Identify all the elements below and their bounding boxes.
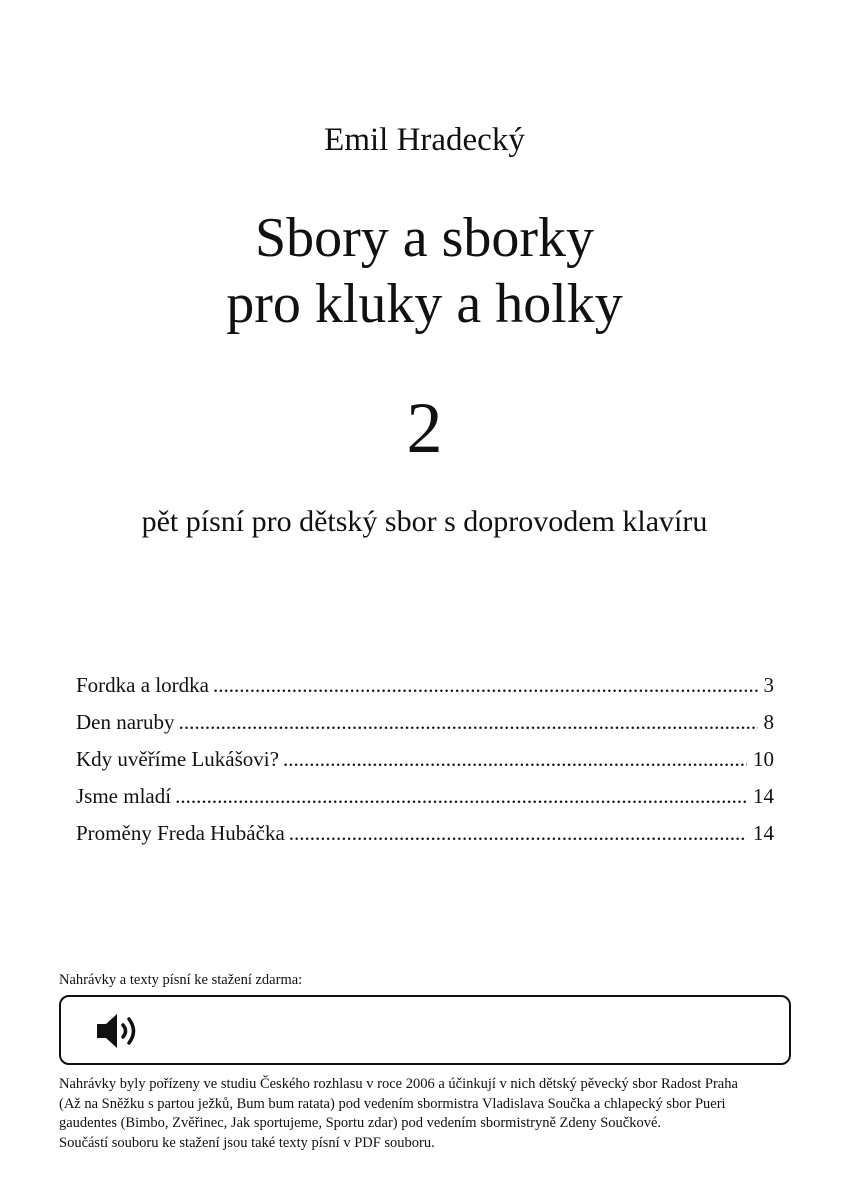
- note-line: gaudentes (Bimbo, Zvěřinec, Jak sportujeme, Sportu zdar) pod vedením sbormistryně Zdeny Součkové.: [59, 1115, 662, 1131]
- toc-entry: [76, 704, 774, 741]
- toc-leader-dots: [179, 704, 758, 741]
- toc-entry-title: Fordka a lordka: [76, 673, 209, 697]
- toc-entry: [76, 815, 774, 852]
- toc-leader-dots: [283, 741, 747, 778]
- speaker-icon[interactable]: [95, 1011, 145, 1051]
- note-line: (Až na Sněžku s partou ježků, Bum bum ratata) pod vedením sbormistra Vladislava Součka a chlapecký sbor Pueri: [59, 1095, 726, 1112]
- note-line: Nahrávky byly pořízeny ve studiu Českého rozhlasu v roce 2006 a účinkují v nich dětský pěvecký sbor Radost Praha: [59, 1076, 738, 1092]
- toc-entry-page: 8: [763, 710, 774, 734]
- toc-entry-title: Kdy uvěříme Lukášovi?: [76, 747, 279, 771]
- author-name: Emil Hradecký: [324, 122, 525, 158]
- download-label: Nahrávky a texty písní ke stažení zdarma:: [59, 972, 303, 988]
- toc-entry-page: 3: [763, 673, 774, 697]
- toc-leader-dots: [175, 778, 747, 815]
- toc-entry-title: Proměny Freda Hubáčka: [76, 821, 285, 845]
- toc-entry: [76, 741, 774, 778]
- title-line-2: pro kluky a holky: [226, 273, 623, 335]
- toc-entry: [76, 667, 774, 704]
- toc-leader-dots: [289, 815, 747, 852]
- volume-number: 2: [406, 388, 443, 468]
- recording-note: [59, 1075, 799, 1153]
- toc-entry-page: 14: [753, 784, 774, 808]
- subtitle: pět písní pro dětský sbor s doprovodem klavíru: [141, 505, 708, 538]
- toc-entry-page: 14: [753, 821, 774, 845]
- toc-entry-page: 10: [753, 747, 774, 771]
- download-box[interactable]: [59, 995, 791, 1065]
- title-line-1: Sbory a sborky: [254, 207, 595, 269]
- book-title: [0, 205, 849, 337]
- table-of-contents: [76, 667, 774, 852]
- note-line: Součástí souboru ke stažení jsou také texty písní v PDF souboru.: [59, 1134, 435, 1151]
- toc-entry-title: Den naruby: [76, 710, 175, 734]
- toc-entry-title: Jsme mladí: [76, 784, 172, 808]
- toc-leader-dots: [213, 667, 758, 704]
- toc-entry: [76, 778, 774, 815]
